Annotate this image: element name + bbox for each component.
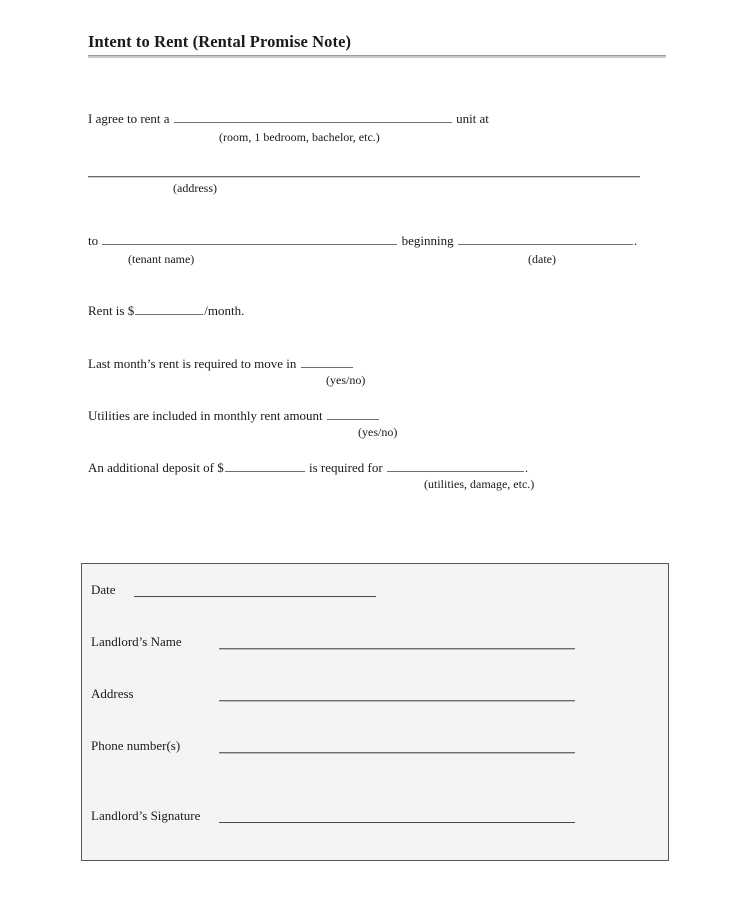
start-date-blank[interactable] <box>458 233 633 245</box>
date-blank[interactable] <box>134 596 376 597</box>
landlord-name-blank[interactable] <box>219 648 575 650</box>
unit-type-blank[interactable] <box>174 111 452 123</box>
agree-suffix-text: unit at <box>456 111 489 126</box>
deposit-amount-blank[interactable] <box>225 460 305 472</box>
last-month-rent-line <box>88 356 354 372</box>
utilities-included-text: Utilities are included in monthly rent amount <box>88 408 323 423</box>
tenant-name-blank[interactable] <box>102 233 397 245</box>
title-underline-rule <box>88 55 666 58</box>
last-month-rent-blank[interactable] <box>301 356 353 368</box>
sig-row-signature <box>91 808 200 824</box>
landlord-signature-blank[interactable] <box>219 822 575 823</box>
monthly-rent-blank[interactable] <box>135 303 203 315</box>
to-prefix-text: to <box>88 233 99 248</box>
document-header <box>88 32 666 58</box>
utilities-included-line <box>88 408 380 424</box>
page-title: Intent to Rent (Rental Promise Note) <box>88 32 352 51</box>
beginning-period-text: . <box>633 233 638 248</box>
start-date-caption: (date) <box>528 252 556 266</box>
additional-deposit-line <box>88 460 528 476</box>
utilities-included-blank[interactable] <box>327 408 379 420</box>
agree-prefix-text: I agree to rent a <box>88 111 170 126</box>
rent-suffix-text: /month. <box>204 303 245 318</box>
landlord-signature-label: Landlord’s Signature <box>91 808 201 823</box>
sig-row-phone <box>91 738 180 754</box>
deposit-purpose-blank[interactable] <box>387 460 524 472</box>
date-label: Date <box>91 582 116 597</box>
landlord-address-label: Address <box>91 686 134 701</box>
address-blank[interactable] <box>88 176 640 178</box>
sig-row-date <box>91 582 116 598</box>
address-caption: (address) <box>173 181 217 195</box>
sig-row-address <box>91 686 134 702</box>
utilities-included-caption: (yes/no) <box>358 425 398 439</box>
deposit-middle-text: is required for <box>309 460 383 475</box>
monthly-rent-line <box>88 303 244 319</box>
unit-type-caption: (room, 1 bedroom, bachelor, etc.) <box>219 130 380 144</box>
landlord-details-box <box>81 563 669 861</box>
deposit-period-text: . <box>524 460 529 475</box>
tenant-name-caption: (tenant name) <box>128 252 195 266</box>
sig-row-landlord-name <box>91 634 182 650</box>
last-month-rent-text: Last month’s rent is required to move in <box>88 356 297 371</box>
tenant-and-start-date-line <box>88 233 637 249</box>
phone-number-blank[interactable] <box>219 752 575 754</box>
last-month-rent-caption: (yes/no) <box>326 373 366 387</box>
deposit-prefix-text: An additional deposit of $ <box>88 460 224 475</box>
rent-prefix-text: Rent is $ <box>88 303 135 318</box>
agree-to-rent-line <box>88 111 489 127</box>
landlord-address-blank[interactable] <box>219 700 575 702</box>
phone-number-label: Phone number(s) <box>91 738 181 753</box>
beginning-label-text: beginning <box>401 233 454 248</box>
landlord-name-label: Landlord’s Name <box>91 634 182 649</box>
deposit-purpose-caption: (utilities, damage, etc.) <box>424 477 535 491</box>
